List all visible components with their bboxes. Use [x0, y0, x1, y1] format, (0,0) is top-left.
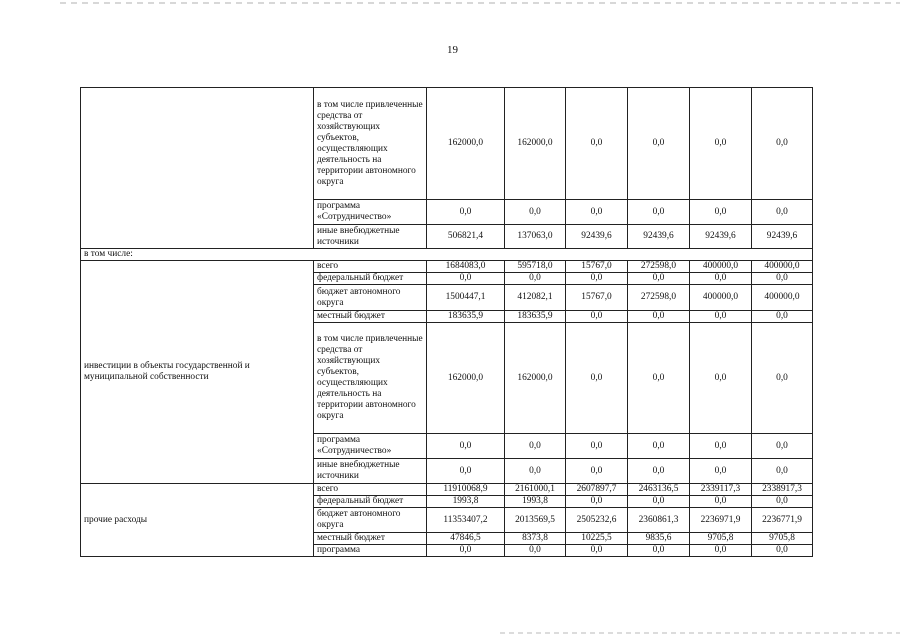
value-cell: 400000,0 [752, 285, 813, 311]
value-cell: 2013569,5 [505, 508, 566, 533]
value-cell: 0,0 [690, 434, 752, 459]
value-cell: 162000,0 [427, 323, 505, 434]
row-label: программа «Сотрудничество» [314, 434, 427, 459]
value-cell: 92439,6 [690, 225, 752, 249]
value-cell: 0,0 [690, 200, 752, 225]
value-cell: 412082,1 [505, 285, 566, 311]
value-cell: 400000,0 [752, 261, 813, 273]
value-cell: 0,0 [752, 434, 813, 459]
value-cell: 0,0 [566, 311, 628, 323]
row-label: бюджет автономного округа [314, 508, 427, 533]
value-cell: 137063,0 [505, 225, 566, 249]
value-cell: 1684083,0 [427, 261, 505, 273]
value-cell: 183635,9 [505, 311, 566, 323]
value-cell: 0,0 [628, 273, 690, 285]
value-cell: 11353407,2 [427, 508, 505, 533]
value-cell: 0,0 [566, 434, 628, 459]
value-cell: 0,0 [690, 311, 752, 323]
value-cell: 0,0 [690, 496, 752, 508]
value-cell: 9705,8 [690, 533, 752, 545]
value-cell: 1993,8 [505, 496, 566, 508]
row-label: местный бюджет [314, 533, 427, 545]
value-cell: 0,0 [427, 200, 505, 225]
scan-artifact-bottom [500, 632, 900, 634]
value-cell: 0,0 [628, 434, 690, 459]
value-cell: 2607897,7 [566, 484, 628, 496]
value-cell: 0,0 [690, 323, 752, 434]
value-cell: 0,0 [427, 273, 505, 285]
value-cell: 0,0 [427, 459, 505, 484]
value-cell: 162000,0 [505, 88, 566, 200]
value-cell: 8373,8 [505, 533, 566, 545]
value-cell: 162000,0 [505, 323, 566, 434]
value-cell: 0,0 [566, 200, 628, 225]
row-label: бюджет автономного округа [314, 285, 427, 311]
value-cell: 2339117,3 [690, 484, 752, 496]
value-cell: 47846,5 [427, 533, 505, 545]
value-cell: 92439,6 [752, 225, 813, 249]
page-number: 19 [447, 44, 458, 56]
value-cell: 2338917,3 [752, 484, 813, 496]
value-cell: 0,0 [505, 200, 566, 225]
value-cell: 0,0 [628, 496, 690, 508]
value-cell: 2463136,5 [628, 484, 690, 496]
value-cell: 400000,0 [690, 261, 752, 273]
value-cell: 15767,0 [566, 261, 628, 273]
value-cell: 0,0 [752, 496, 813, 508]
value-cell: 2505232,6 [566, 508, 628, 533]
value-cell: 92439,6 [628, 225, 690, 249]
section-subtitle: в том числе: [81, 249, 813, 261]
value-cell: 0,0 [566, 459, 628, 484]
value-cell: 15767,0 [566, 285, 628, 311]
row-label: иные внебюджетные источники [314, 225, 427, 249]
value-cell: 272598,0 [628, 261, 690, 273]
value-cell: 0,0 [690, 459, 752, 484]
value-cell: 0,0 [628, 311, 690, 323]
row-label: федеральный бюджет [314, 496, 427, 508]
value-cell: 0,0 [628, 323, 690, 434]
value-cell: 0,0 [628, 200, 690, 225]
row-label: в том числе привлеченные средства от хозяйствующих субъектов, осуществляющих деятельность на территории автономного округа [314, 88, 427, 200]
table-row [81, 484, 813, 496]
value-cell: 0,0 [566, 496, 628, 508]
value-cell: 0,0 [566, 273, 628, 285]
continuation-name-cell [81, 88, 314, 249]
group-name: прочие расходы [81, 484, 314, 557]
value-cell: 11910068,9 [427, 484, 505, 496]
value-cell: 0,0 [427, 434, 505, 459]
value-cell: 0,0 [752, 273, 813, 285]
value-cell: 0,0 [566, 323, 628, 434]
group-name: инвестиции в объекты государственной и муниципальной собственности [81, 261, 314, 484]
value-cell: 2161000,1 [505, 484, 566, 496]
row-label: федеральный бюджет [314, 273, 427, 285]
value-cell: 272598,0 [628, 285, 690, 311]
row-label: программа «Сотрудничество» [314, 200, 427, 225]
table-row [81, 261, 813, 273]
table-row [81, 88, 813, 200]
row-label: в том числе привлеченные средства от хозяйствующих субъектов, осуществляющих деятельность на территории автономного округа [314, 323, 427, 434]
value-cell: 0,0 [566, 545, 628, 557]
value-cell: 0,0 [505, 545, 566, 557]
value-cell: 0,0 [628, 545, 690, 557]
value-cell: 400000,0 [690, 285, 752, 311]
row-label: программа [314, 545, 427, 557]
value-cell: 183635,9 [427, 311, 505, 323]
value-cell: 0,0 [752, 200, 813, 225]
row-label: иные внебюджетные источники [314, 459, 427, 484]
value-cell: 0,0 [628, 459, 690, 484]
value-cell: 0,0 [566, 88, 628, 200]
value-cell: 0,0 [752, 311, 813, 323]
value-cell: 0,0 [505, 434, 566, 459]
value-cell: 2360861,3 [628, 508, 690, 533]
value-cell: 0,0 [427, 545, 505, 557]
table-row [81, 249, 813, 261]
budget-table-body [81, 88, 813, 557]
value-cell: 2236971,9 [690, 508, 752, 533]
value-cell: 9705,8 [752, 533, 813, 545]
value-cell: 595718,0 [505, 261, 566, 273]
value-cell: 92439,6 [566, 225, 628, 249]
value-cell: 0,0 [690, 88, 752, 200]
row-label: всего [314, 261, 427, 273]
value-cell: 0,0 [752, 459, 813, 484]
budget-table [80, 87, 813, 557]
value-cell: 506821,4 [427, 225, 505, 249]
row-label: всего [314, 484, 427, 496]
value-cell: 2236771,9 [752, 508, 813, 533]
value-cell: 0,0 [690, 273, 752, 285]
value-cell: 1993,8 [427, 496, 505, 508]
scan-artifact-top [60, 2, 900, 4]
value-cell: 0,0 [690, 545, 752, 557]
value-cell: 162000,0 [427, 88, 505, 200]
row-label: местный бюджет [314, 311, 427, 323]
value-cell: 0,0 [752, 323, 813, 434]
value-cell: 0,0 [505, 459, 566, 484]
value-cell: 9835,6 [628, 533, 690, 545]
value-cell: 10225,5 [566, 533, 628, 545]
value-cell: 0,0 [752, 88, 813, 200]
value-cell: 1500447,1 [427, 285, 505, 311]
value-cell: 0,0 [628, 88, 690, 200]
value-cell: 0,0 [752, 545, 813, 557]
value-cell: 0,0 [505, 273, 566, 285]
